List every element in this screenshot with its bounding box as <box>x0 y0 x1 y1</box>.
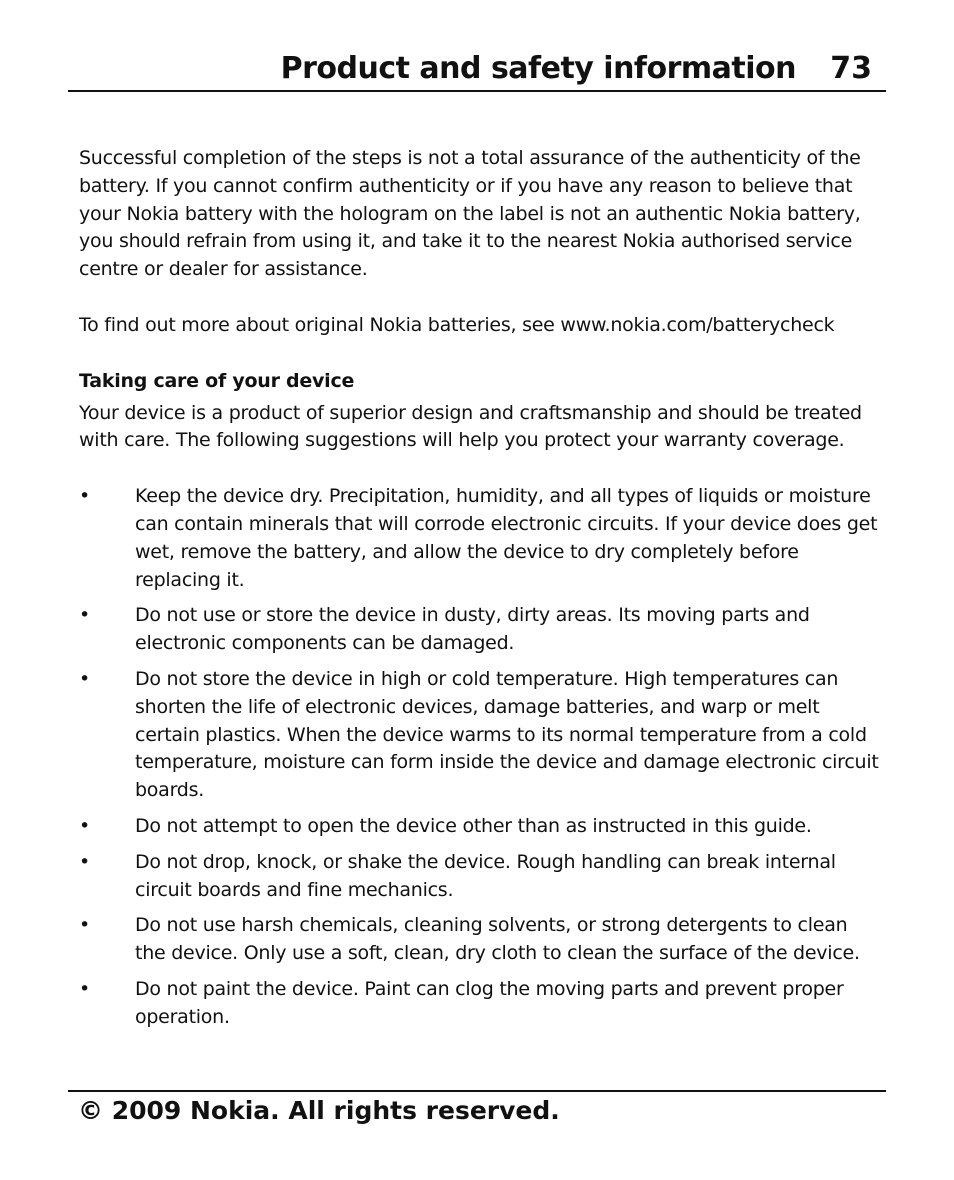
bullet-icon: • <box>79 814 90 837</box>
list-item-text: Keep the device dry. Precipitation, humidity, and all types of liquids or moisture can contain minerals that will corrode electronic circuits. If your device does get wet, remove the battery, and allow the device to dry completely before replacing it. <box>135 485 878 591</box>
list-item <box>79 602 879 658</box>
bullet-icon: • <box>79 667 90 690</box>
bullet-icon: • <box>79 604 90 627</box>
page-header <box>68 48 886 92</box>
list-item-text: Do not use or store the device in dusty, dirty areas. Its moving parts and electronic components can be damaged. <box>135 604 810 655</box>
care-suggestions-list <box>79 483 879 1031</box>
page-content <box>79 145 879 1040</box>
list-item <box>79 976 879 1032</box>
list-item <box>79 912 879 968</box>
section-heading: Taking care of your device <box>79 369 355 392</box>
page-number: 73 <box>830 51 872 86</box>
battery-info-link-paragraph: To find out more about original Nokia batteries, see www.nokia.com/batterycheck <box>79 313 835 336</box>
bullet-icon: • <box>79 977 90 1000</box>
bullet-icon: • <box>79 914 90 937</box>
list-item <box>79 666 879 805</box>
page-title: Product and safety information <box>280 51 796 86</box>
copyright-notice: © 2009 Nokia. All rights reserved. <box>78 1096 560 1125</box>
list-item <box>79 813 879 841</box>
list-item-text: Do not attempt to open the device other than as instructed in this guide. <box>135 814 812 837</box>
list-item-text: Do not drop, knock, or shake the device. Rough handling can break internal circuit boards and fine mechanics. <box>135 850 836 901</box>
bullet-icon: • <box>79 850 90 873</box>
list-item <box>79 849 879 905</box>
page-footer <box>68 1090 886 1125</box>
list-item <box>79 483 879 594</box>
bullet-icon: • <box>79 485 90 508</box>
battery-authenticity-paragraph: Successful completion of the steps is not a total assurance of the authenticity of the battery. If you cannot confirm authenticity or if you have any reason to believe that your Nokia battery with the hologram on the label is not an authentic Nokia battery, you should refrain from using it, and take it to the nearest Nokia authorised service centre or dealer for assistance. <box>79 147 861 281</box>
list-item-text: Do not paint the device. Paint can clog the moving parts and prevent proper operation. <box>135 977 844 1028</box>
section-intro: Your device is a product of superior design and craftsmanship and should be treated with care. The following suggestions will help you protect your warranty coverage. <box>79 401 862 452</box>
list-item-text: Do not use harsh chemicals, cleaning solvents, or strong detergents to clean the device. Only use a soft, clean, dry cloth to clean the surface of the device. <box>135 914 860 965</box>
list-item-text: Do not store the device in high or cold temperature. High temperatures can shorten the life of electronic devices, damage batteries, and warp or melt certain plastics. When the device warms to its normal temperature from a cold temperature, moisture can form inside the device and damage electronic circuit boards. <box>135 667 879 802</box>
